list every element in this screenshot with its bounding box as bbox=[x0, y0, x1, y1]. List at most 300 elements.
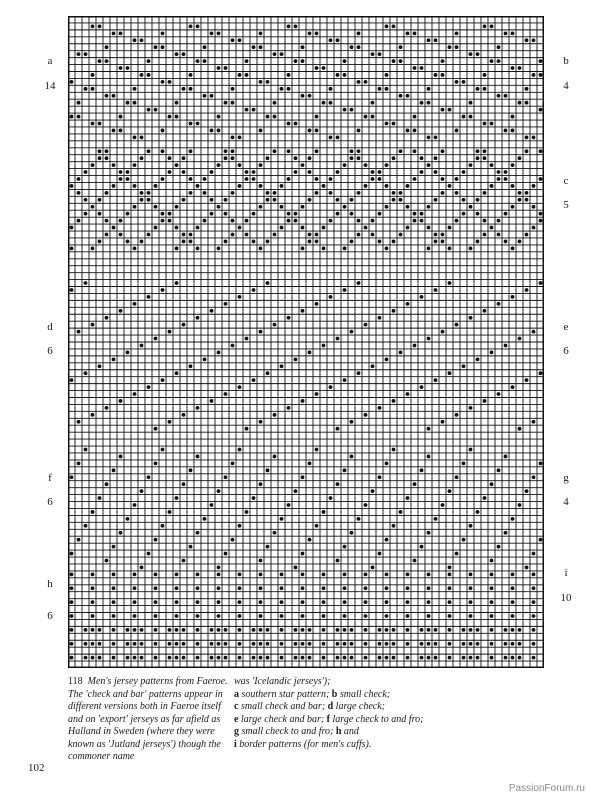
stitch-dot bbox=[273, 233, 277, 237]
stitch-dot bbox=[511, 614, 515, 618]
stitch-dot bbox=[224, 240, 228, 244]
stitch-dot bbox=[364, 184, 368, 188]
stitch-dot bbox=[77, 420, 81, 424]
stitch-dot bbox=[518, 642, 522, 646]
stitch-dot bbox=[126, 212, 130, 216]
stitch-dot bbox=[413, 219, 417, 223]
stitch-dot bbox=[189, 25, 193, 29]
stitch-dot bbox=[70, 80, 74, 84]
stitch-dot bbox=[518, 191, 522, 195]
stitch-dot bbox=[420, 212, 424, 216]
stitch-dot bbox=[364, 614, 368, 618]
stitch-dot bbox=[294, 25, 298, 29]
stitch-dot bbox=[532, 475, 536, 479]
stitch-dot bbox=[217, 586, 221, 590]
stitch-dot bbox=[434, 135, 438, 139]
stitch-dot bbox=[490, 600, 494, 604]
stitch-dot bbox=[231, 233, 235, 237]
stitch-dot bbox=[168, 156, 172, 160]
stitch-dot bbox=[504, 94, 508, 98]
stitch-dot bbox=[161, 129, 165, 133]
stitch-dot bbox=[301, 628, 305, 632]
stitch-dot bbox=[112, 468, 116, 472]
stitch-dot bbox=[252, 378, 256, 382]
stitch-dot bbox=[413, 482, 417, 486]
stitch-dot bbox=[182, 413, 186, 417]
stitch-dot bbox=[336, 427, 340, 431]
stitch-dot bbox=[280, 52, 284, 56]
stitch-dot bbox=[315, 392, 319, 396]
stitch-dot bbox=[154, 45, 158, 49]
stitch-dot bbox=[490, 25, 494, 29]
stitch-dot bbox=[532, 135, 536, 139]
stitch-dot bbox=[105, 559, 109, 563]
stitch-dot bbox=[469, 642, 473, 646]
stitch-dot bbox=[427, 101, 431, 105]
stitch-dot bbox=[196, 122, 200, 126]
stitch-dot bbox=[490, 656, 494, 660]
stitch-dot bbox=[350, 628, 354, 632]
stitch-dot bbox=[357, 45, 361, 49]
stitch-dot bbox=[532, 586, 536, 590]
stitch-dot bbox=[140, 73, 144, 77]
label-d-count: 6 bbox=[47, 345, 53, 357]
stitch-dot bbox=[315, 115, 319, 119]
stitch-dot bbox=[406, 656, 410, 660]
stitch-dot bbox=[217, 66, 221, 70]
stitch-dot bbox=[315, 524, 319, 528]
stitch-dot bbox=[511, 184, 515, 188]
stitch-dot bbox=[413, 212, 417, 216]
stitch-dot bbox=[301, 226, 305, 230]
stitch-dot bbox=[70, 600, 74, 604]
stitch-dot bbox=[364, 642, 368, 646]
stitch-dot bbox=[427, 205, 431, 209]
stitch-dot bbox=[112, 614, 116, 618]
stitch-dot bbox=[378, 656, 382, 660]
stitch-dot bbox=[469, 586, 473, 590]
stitch-dot bbox=[504, 344, 508, 348]
stitch-dot bbox=[343, 108, 347, 112]
stitch-dot bbox=[105, 191, 109, 195]
stitch-dot bbox=[175, 205, 179, 209]
stitch-dot bbox=[168, 420, 172, 424]
stitch-dot bbox=[350, 642, 354, 646]
stitch-dot bbox=[224, 149, 228, 153]
stitch-dot bbox=[497, 59, 501, 63]
stitch-dot bbox=[133, 572, 137, 576]
label-e-count: 6 bbox=[563, 345, 569, 357]
stitch-dot bbox=[497, 177, 501, 181]
stitch-dot bbox=[112, 586, 116, 590]
stitch-dot bbox=[147, 295, 151, 299]
stitch-dot bbox=[238, 135, 242, 139]
stitch-dot bbox=[196, 642, 200, 646]
stitch-dot bbox=[406, 392, 410, 396]
stitch-dot bbox=[70, 572, 74, 576]
stitch-dot bbox=[406, 600, 410, 604]
stitch-dot bbox=[147, 191, 151, 195]
stitch-dot bbox=[392, 656, 396, 660]
stitch-dot bbox=[322, 510, 326, 514]
stitch-dot bbox=[420, 628, 424, 632]
stitch-dot bbox=[217, 628, 221, 632]
stitch-dot bbox=[259, 572, 263, 576]
stitch-dot bbox=[539, 212, 543, 216]
stitch-dot bbox=[224, 156, 228, 160]
stitch-dot bbox=[322, 226, 326, 230]
stitch-dot bbox=[364, 503, 368, 507]
stitch-dot bbox=[420, 385, 424, 389]
stitch-dot bbox=[511, 628, 515, 632]
stitch-dot bbox=[364, 115, 368, 119]
stitch-dot bbox=[70, 628, 74, 632]
stitch-dot bbox=[336, 135, 340, 139]
stitch-dot bbox=[539, 281, 543, 285]
stitch-dot bbox=[210, 399, 214, 403]
stitch-dot bbox=[483, 149, 487, 153]
stitch-dot bbox=[154, 184, 158, 188]
stitch-dot bbox=[273, 52, 277, 56]
stitch-dot bbox=[490, 351, 494, 355]
stitch-dot bbox=[84, 281, 88, 285]
stitch-dot bbox=[98, 122, 102, 126]
stitch-dot bbox=[203, 177, 207, 181]
stitch-dot bbox=[252, 177, 256, 181]
stitch-dot bbox=[539, 108, 543, 112]
stitch-dot bbox=[448, 656, 452, 660]
stitch-dot bbox=[217, 31, 221, 35]
stitch-dot bbox=[427, 87, 431, 91]
stitch-dot bbox=[91, 205, 95, 209]
stitch-dot bbox=[175, 628, 179, 632]
stitch-dot bbox=[91, 656, 95, 660]
stitch-dot bbox=[483, 496, 487, 500]
stitch-dot bbox=[266, 115, 270, 119]
stitch-dot bbox=[462, 538, 466, 542]
stitch-dot bbox=[483, 156, 487, 160]
stitch-dot bbox=[98, 364, 102, 368]
stitch-dot bbox=[343, 572, 347, 576]
stitch-dot bbox=[231, 149, 235, 153]
stitch-dot bbox=[133, 600, 137, 604]
stitch-dot bbox=[441, 177, 445, 181]
stitch-dot bbox=[168, 212, 172, 216]
stitch-dot bbox=[287, 177, 291, 181]
stitch-dot bbox=[301, 642, 305, 646]
stitch-dot bbox=[392, 524, 396, 528]
stitch-dot bbox=[385, 87, 389, 91]
stitch-dot bbox=[511, 642, 515, 646]
stitch-dot bbox=[371, 364, 375, 368]
stitch-dot bbox=[504, 656, 508, 660]
stitch-dot bbox=[364, 586, 368, 590]
stitch-dot bbox=[504, 177, 508, 181]
stitch-dot bbox=[308, 198, 312, 202]
stitch-dot bbox=[462, 115, 466, 119]
stitch-dot bbox=[504, 129, 508, 133]
stitch-dot bbox=[210, 129, 214, 133]
stitch-dot bbox=[420, 101, 424, 105]
stitch-dot bbox=[378, 642, 382, 646]
stitch-dot bbox=[315, 177, 319, 181]
stitch-dot bbox=[168, 219, 172, 223]
stitch-dot bbox=[385, 246, 389, 250]
stitch-dot bbox=[224, 475, 228, 479]
stitch-dot bbox=[126, 642, 130, 646]
stitch-dot bbox=[259, 163, 263, 167]
stitch-dot bbox=[532, 628, 536, 632]
stitch-dot bbox=[427, 135, 431, 139]
stitch-dot bbox=[182, 628, 186, 632]
stitch-dot bbox=[91, 246, 95, 250]
stitch-dot bbox=[392, 309, 396, 313]
stitch-dot bbox=[490, 614, 494, 618]
stitch-dot bbox=[238, 628, 242, 632]
stitch-dot bbox=[385, 572, 389, 576]
stitch-dot bbox=[532, 226, 536, 230]
caption-item-b: b small check; bbox=[331, 688, 391, 700]
stitch-dot bbox=[147, 59, 151, 63]
stitch-dot bbox=[287, 316, 291, 320]
stitch-dot bbox=[455, 191, 459, 195]
stitch-dot bbox=[245, 427, 249, 431]
stitch-dot bbox=[413, 129, 417, 133]
stitch-dot bbox=[70, 656, 74, 660]
stitch-dot bbox=[161, 378, 165, 382]
stitch-dot bbox=[504, 531, 508, 535]
stitch-dot bbox=[308, 656, 312, 660]
stitch-dot bbox=[455, 475, 459, 479]
stitch-dot bbox=[287, 73, 291, 77]
stitch-dot bbox=[259, 330, 263, 334]
stitch-dot bbox=[147, 108, 151, 112]
stitch-dot bbox=[455, 323, 459, 327]
stitch-dot bbox=[378, 170, 382, 174]
stitch-dot bbox=[525, 489, 529, 493]
stitch-dot bbox=[196, 455, 200, 459]
stitch-dot bbox=[203, 94, 207, 98]
stitch-dot bbox=[252, 656, 256, 660]
stitch-dot bbox=[98, 656, 102, 660]
stitch-dot bbox=[406, 302, 410, 306]
stitch-dot bbox=[350, 198, 354, 202]
stitch-dot bbox=[147, 73, 151, 77]
stitch-dot bbox=[280, 572, 284, 576]
stitch-dot bbox=[497, 392, 501, 396]
stitch-dot bbox=[399, 198, 403, 202]
stitch-dot bbox=[70, 115, 74, 119]
stitch-dot bbox=[392, 122, 396, 126]
stitch-dot bbox=[196, 316, 200, 320]
stitch-dot bbox=[357, 80, 361, 84]
stitch-dot bbox=[441, 503, 445, 507]
stitch-dot bbox=[420, 642, 424, 646]
stitch-dot bbox=[399, 510, 403, 514]
stitch-dot bbox=[322, 101, 326, 105]
stitch-dot bbox=[329, 219, 333, 223]
stitch-dot bbox=[448, 184, 452, 188]
stitch-dot bbox=[175, 600, 179, 604]
stitch-dot bbox=[203, 357, 207, 361]
stitch-dot bbox=[91, 413, 95, 417]
stitch-dot bbox=[154, 205, 158, 209]
stitch-dot bbox=[182, 52, 186, 56]
stitch-dot bbox=[497, 94, 501, 98]
stitch-dot bbox=[497, 219, 501, 223]
stitch-dot bbox=[462, 364, 466, 368]
stitch-dot bbox=[259, 559, 263, 563]
stitch-dot bbox=[217, 600, 221, 604]
stitch-dot bbox=[364, 413, 368, 417]
stitch-dot bbox=[98, 198, 102, 202]
stitch-dot bbox=[357, 149, 361, 153]
stitch-dot bbox=[385, 163, 389, 167]
stitch-dot bbox=[434, 170, 438, 174]
stitch-dot bbox=[427, 531, 431, 535]
caption-column-1 bbox=[68, 676, 230, 764]
stitch-dot bbox=[105, 316, 109, 320]
stitch-dot bbox=[469, 628, 473, 632]
stitch-dot bbox=[98, 156, 102, 160]
stitch-dot bbox=[301, 586, 305, 590]
stitch-dot bbox=[273, 323, 277, 327]
stitch-dot bbox=[287, 122, 291, 126]
stitch-dot bbox=[133, 184, 137, 188]
stitch-dot bbox=[329, 38, 333, 42]
stitch-dot bbox=[161, 448, 165, 452]
stitch-dot bbox=[133, 246, 137, 250]
stitch-dot bbox=[280, 364, 284, 368]
stitch-dot bbox=[168, 510, 172, 514]
stitch-dot bbox=[518, 656, 522, 660]
stitch-dot bbox=[350, 455, 354, 459]
stitch-dot bbox=[105, 219, 109, 223]
stitch-dot bbox=[280, 628, 284, 632]
stitch-dot bbox=[119, 31, 123, 35]
stitch-dot bbox=[98, 59, 102, 63]
stitch-dot bbox=[210, 642, 214, 646]
stitch-dot bbox=[294, 219, 298, 223]
stitch-dot bbox=[238, 600, 242, 604]
stitch-dot bbox=[252, 240, 256, 244]
stitch-dot bbox=[287, 503, 291, 507]
stitch-dot bbox=[469, 246, 473, 250]
label-f: f bbox=[48, 472, 52, 484]
stitch-dot bbox=[350, 212, 354, 216]
stitch-dot bbox=[476, 357, 480, 361]
stitch-dot bbox=[91, 323, 95, 327]
caption-item-f: f large check to and fro; bbox=[326, 713, 424, 725]
stitch-dot bbox=[532, 205, 536, 209]
stitch-dot bbox=[385, 656, 389, 660]
stitch-dot bbox=[427, 586, 431, 590]
stitch-dot bbox=[175, 226, 179, 230]
stitch-dot bbox=[140, 656, 144, 660]
stitch-dot bbox=[238, 73, 242, 77]
stitch-dot bbox=[462, 198, 466, 202]
label-i: i bbox=[564, 567, 568, 579]
stitch-dot bbox=[245, 170, 249, 174]
label-c: c bbox=[563, 175, 569, 187]
stitch-dot bbox=[420, 545, 424, 549]
stitch-dot bbox=[210, 198, 214, 202]
stitch-dot bbox=[266, 468, 270, 472]
stitch-dot bbox=[140, 566, 144, 570]
stitch-dot bbox=[539, 177, 543, 181]
stitch-dot bbox=[168, 170, 172, 174]
stitch-dot bbox=[294, 170, 298, 174]
stitch-dot bbox=[406, 31, 410, 35]
stitch-dot bbox=[161, 45, 165, 49]
stitch-dot bbox=[378, 240, 382, 244]
stitch-dot bbox=[448, 572, 452, 576]
stitch-dot bbox=[70, 378, 74, 382]
stitch-dot bbox=[315, 302, 319, 306]
stitch-dot bbox=[273, 413, 277, 417]
stitch-dot bbox=[168, 330, 172, 334]
stitch-dot bbox=[112, 129, 116, 133]
stitch-dot bbox=[98, 212, 102, 216]
stitch-dot bbox=[448, 489, 452, 493]
stitch-dot bbox=[406, 642, 410, 646]
stitch-dot bbox=[343, 656, 347, 660]
label-b: b bbox=[563, 55, 569, 67]
stitch-dot bbox=[399, 94, 403, 98]
stitch-dot bbox=[434, 73, 438, 77]
stitch-dot bbox=[210, 170, 214, 174]
stitch-dot bbox=[469, 316, 473, 320]
stitch-dot bbox=[119, 219, 123, 223]
stitch-dot bbox=[217, 129, 221, 133]
stitch-dot bbox=[175, 246, 179, 250]
stitch-dot bbox=[497, 170, 501, 174]
stitch-dot bbox=[413, 31, 417, 35]
stitch-dot bbox=[224, 212, 228, 216]
stitch-dot bbox=[231, 101, 235, 105]
stitch-dot bbox=[133, 163, 137, 167]
stitch-dot bbox=[196, 406, 200, 410]
stitch-dot bbox=[301, 59, 305, 63]
knitting-pattern-chart bbox=[68, 16, 544, 668]
stitch-dot bbox=[84, 656, 88, 660]
stitch-dot bbox=[476, 198, 480, 202]
stitch-dot bbox=[140, 198, 144, 202]
stitch-dot bbox=[336, 559, 340, 563]
stitch-dot bbox=[238, 226, 242, 230]
stitch-dot bbox=[196, 572, 200, 576]
stitch-dot bbox=[336, 482, 340, 486]
stitch-dot bbox=[378, 87, 382, 91]
stitch-dot bbox=[238, 38, 242, 42]
stitch-dot bbox=[112, 94, 116, 98]
stitch-dot bbox=[140, 240, 144, 244]
stitch-dot bbox=[182, 156, 186, 160]
stitch-dot bbox=[336, 628, 340, 632]
stitch-dot bbox=[385, 25, 389, 29]
stitch-dot bbox=[448, 108, 452, 112]
stitch-dot bbox=[427, 628, 431, 632]
stitch-dot bbox=[392, 25, 396, 29]
stitch-dot bbox=[119, 531, 123, 535]
stitch-dot bbox=[427, 427, 431, 431]
stitch-dot bbox=[105, 482, 109, 486]
stitch-dot bbox=[70, 226, 74, 230]
stitch-dot bbox=[378, 475, 382, 479]
stitch-dot bbox=[441, 233, 445, 237]
stitch-dot bbox=[448, 371, 452, 375]
stitch-dot bbox=[455, 413, 459, 417]
